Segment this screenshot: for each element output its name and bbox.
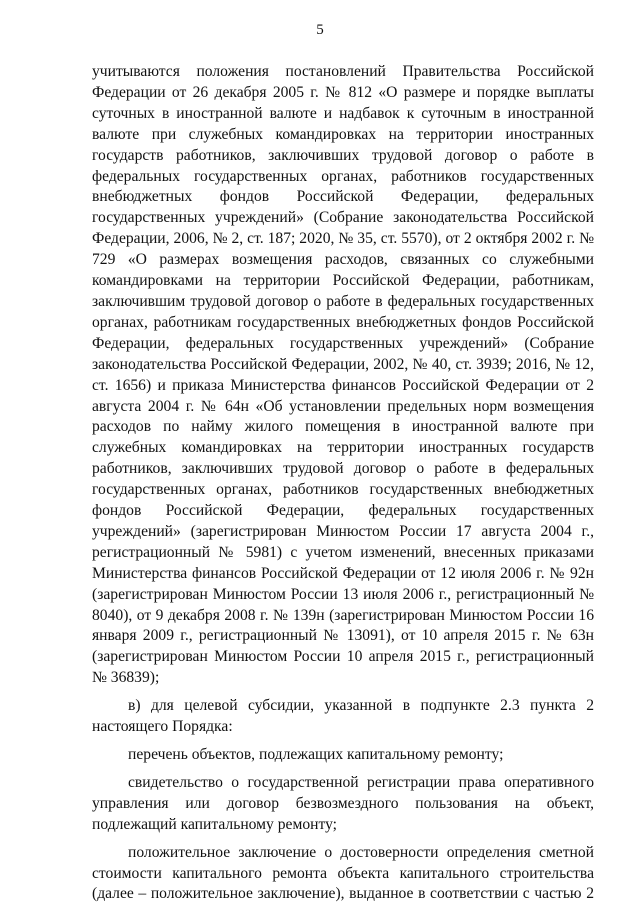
paragraph-objects-list: перечень объектов, подлежащих капитальному ремонту; bbox=[128, 746, 504, 763]
paragraph-registration-certificate: свидетельство о государственной регистрации права оперативного управления или договор безвозмездного пользования на объект, подлежащий капитальному ремонту; bbox=[92, 773, 594, 833]
paragraph-subsidy-item-v: в) для целевой субсидии, указанной в подпункте 2.3 пункта 2 настоящего Порядка: bbox=[92, 697, 594, 736]
document-body bbox=[92, 62, 594, 905]
paragraph-positive-conclusion: положительное заключение о достоверности определения сметной стоимости капитального ремонта объекта капитального строительства (далее – положительное заключение), выданное в соответствии с частью 2 bbox=[92, 843, 594, 903]
page-number: 5 bbox=[316, 22, 324, 38]
paragraph-expense-norms: учитываются положения постановлений Правительства Российской Федерации от 26 декабря 2005 г. № 812 «О размере и порядке выплаты суточных в иностранной валюте и надбавок к суточным в иностранной валюте при служебных командировках на территории иностранных государств работников, заключивших трудовой договор о работе в федеральных государственных органах, работников государственных внебюджетных фондов Российской Федерации, федеральных государственных учреждений» (Собрание законодательства Российской Федерации, 2006, № 2, ст. 187; 2020, № 35, ст. 5570), от 2 октября 2002 г. № 729 «О размерах возмещения расходов, связанных со служебными командировками на территории Российской Федерации, работникам, заключившим трудовой договор о работе в федеральных государственных органах, работникам государственных внебюджетных фондов Российской Федерации, федеральных государственных учреждений» (Собрание законодательства Российской Федерации, 2002, № 40, ст. 3939; 2016, № 12, ст. 1656) и приказа Министерства финансов Российской Федерации от 2 августа 2004 г. № 64н «Об установлении предельных норм возмещения расходов по найму жилого помещения в иностранной валюте при служебных командировках на территории иностранных государств работников, заключивших трудовой договор о работе в федеральных государственных органах, работников государственных внебюджетных фондов Российской Федерации, федеральных государственных учреждений» (зарегистрирован Минюстом России 17 августа 2004 г., регистрационный № 5981) с учетом изменений, внесенных приказами Министерства финансов Российской Федерации от 12 июля 2006 г. № 92н (зарегистрирован Минюстом России 13 июля 2006 г., регистрационный № 8040), от 9 декабря 2008 г. № 139н (зарегистрирован Минюстом России 16 января 2009 г., регистрационный № 13091), от 10 апреля 2015 г. № 63н (зарегистрирован Минюстом России 10 апреля 2015 г., регистрационный № 36839); bbox=[92, 63, 594, 687]
